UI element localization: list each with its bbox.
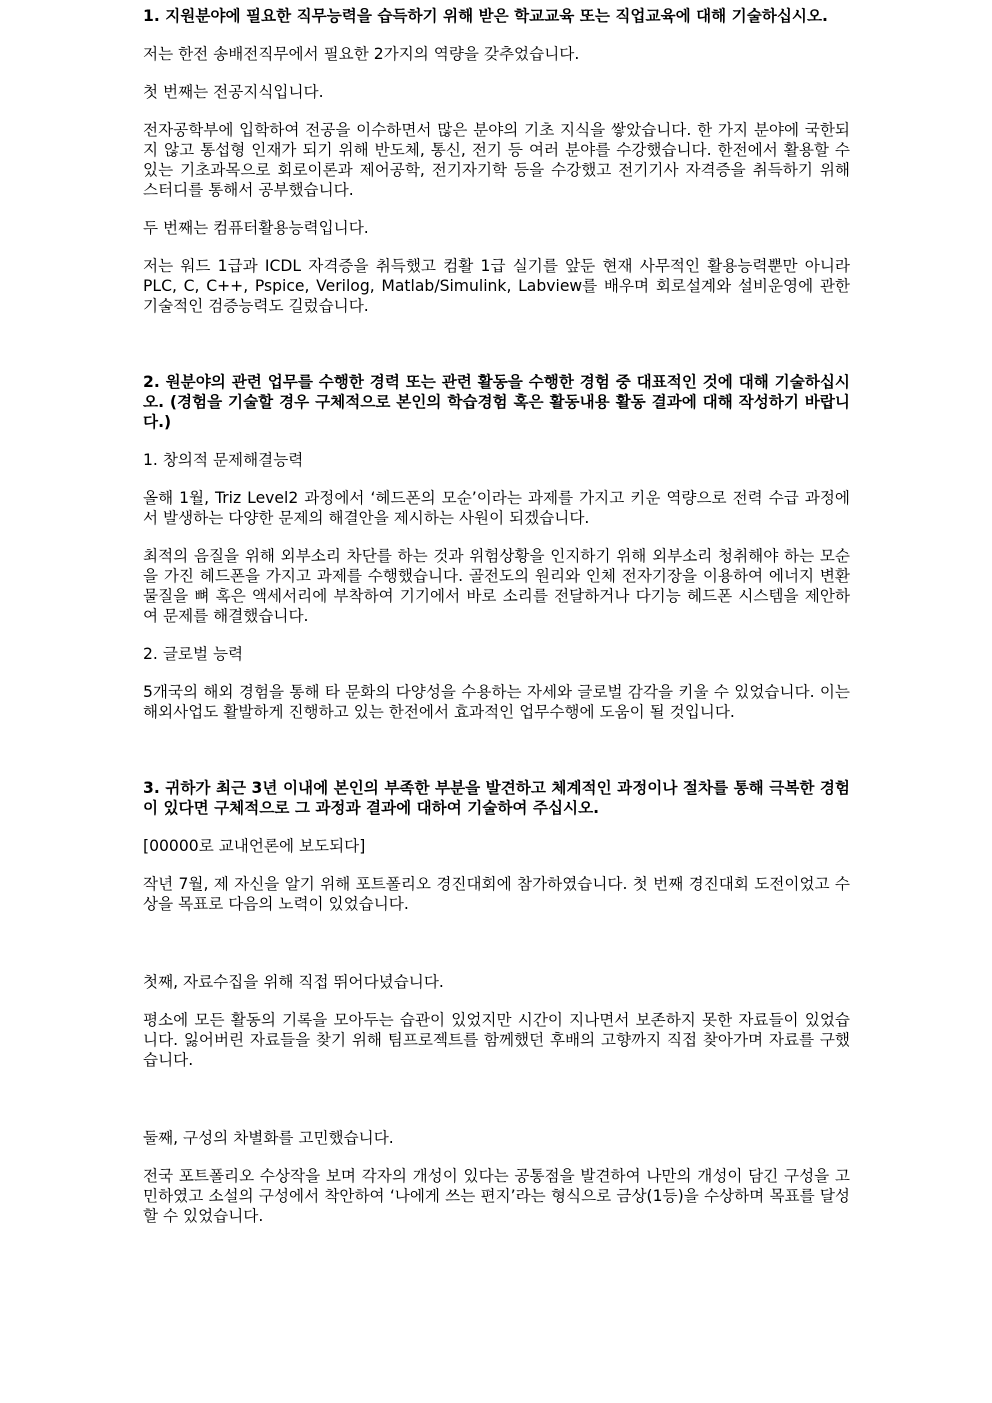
question-2-heading: 2. 원분야의 관련 업무를 수행한 경력 또는 관련 활동을 수행한 경험 중 대표적인 것에 대해 기술하십시오. (경험을 기술할 경우 구체적으로 본인의 학습경험 혹은 활동내용 활동 결과에 대해 작성하기 바랍니다.) xyxy=(143,373,850,431)
section-2-paragraph: 2. 글로벌 능력 xyxy=(143,645,244,663)
section-1-paragraph: 저는 워드 1급과 ICDL 자격증을 취득했고 컴활 1급 실기를 앞둔 현재 사무적인 활용능력뿐만 아니라 PLC, C, C++, Pspice, Verilog, Matlab/Simulink, Labview를 배우며 회로설계와 설비운영에 관한 기술적인 검증능력도 길렀습니다. xyxy=(143,257,850,315)
section-3-paragraph: 둘째, 구성의 차별화를 고민했습니다. xyxy=(143,1129,394,1147)
section-1-paragraph: 첫 번째는 전공지식입니다. xyxy=(143,83,324,101)
section-3-paragraph: 평소에 모든 활동의 기록을 모아두는 습관이 있었지만 시간이 지나면서 보존하지 못한 자료들이 있었습니다. 잃어버린 자료들을 찾기 위해 팀프로젝트를 함께했던 후배의 고향까지 직접 찾아가며 자료를 구했습니다. xyxy=(143,1011,850,1069)
section-2-paragraph: 1. 창의적 문제해결능력 xyxy=(143,451,304,469)
section-3-paragraph: 작년 7월, 제 자신을 알기 위해 포트폴리오 경진대회에 참가하였습니다. 첫 번째 경진대회 도전이었고 수상을 목표로 다음의 노력이 있었습니다. xyxy=(143,875,850,913)
section-1-paragraph: 저는 한전 송배전직무에서 필요한 2가지의 역량을 갖추었습니다. xyxy=(143,45,580,63)
section-1-paragraph: 전자공학부에 입학하여 전공을 이수하면서 많은 분야의 기초 지식을 쌓았습니다. 한 가지 분야에 국한되지 않고 통섭형 인재가 되기 위해 반도체, 통신, 전기 등 여러 분야를 수강했습니다. 한전에서 활용할 수 있는 기초과목으로 회로이론과 제어공학, 전기자기학 등을 수강했고 전기기사 자격증을 취득하기 위해 스터디를 통해서 공부했습니다. xyxy=(143,121,850,199)
section-3-paragraph: 전국 포트폴리오 수상작을 보며 각자의 개성이 있다는 공통점을 발견하여 나만의 개성이 담긴 구성을 고민하였고 소설의 구성에서 착안하여 ‘나에게 쓰는 편지’라는 형식으로 금상(1등)을 수상하며 목표를 달성할 수 있었습니다. xyxy=(143,1167,850,1225)
section-3-paragraph: 첫째, 자료수집을 위해 직접 뛰어다녔습니다. xyxy=(143,973,444,991)
section-1-paragraph: 두 번째는 컴퓨터활용능력입니다. xyxy=(143,219,369,237)
document-page xyxy=(143,6,850,1226)
question-3-heading: 3. 귀하가 최근 3년 이내에 본인의 부족한 부분을 발견하고 체계적인 과정이나 절차를 통해 극복한 경험이 있다면 구체적으로 그 과정과 결과에 대하여 기술하여 주십시오. xyxy=(143,779,850,817)
section-2-paragraph: 5개국의 해외 경험을 통해 타 문화의 다양성을 수용하는 자세와 글로벌 감각을 키울 수 있었습니다. 이는 해외사업도 활발하게 진행하고 있는 한전에서 효과적인 업무수행에 도움이 될 것입니다. xyxy=(143,683,850,721)
section-2-paragraph: 올해 1월, Triz Level2 과정에서 ‘헤드폰의 모순’이라는 과제를 가지고 키운 역량으로 전력 수급 과정에서 발생하는 다양한 문제의 해결안을 제시하는 사원이 되겠습니다. xyxy=(143,489,850,527)
section-2-paragraph: 최적의 음질을 위해 외부소리 차단를 하는 것과 위험상황을 인지하기 위해 외부소리 청취해야 하는 모순을 가진 헤드폰을 가지고 과제를 수행했습니다. 골전도의 원리와 인체 전자기장을 이용하여 에너지 변환물질을 뼈 혹은 액세서리에 부착하여 기기에서 바로 소리를 전달하거나 다기능 헤드폰 시스템을 제안하여 문제를 해결했습니다. xyxy=(143,547,850,625)
section-3-paragraph: [00000로 교내언론에 보도되다] xyxy=(143,837,366,855)
question-1-heading: 1. 지원분야에 필요한 직무능력을 습득하기 위해 받은 학교교육 또는 직업교육에 대해 기술하십시오. xyxy=(143,7,828,25)
